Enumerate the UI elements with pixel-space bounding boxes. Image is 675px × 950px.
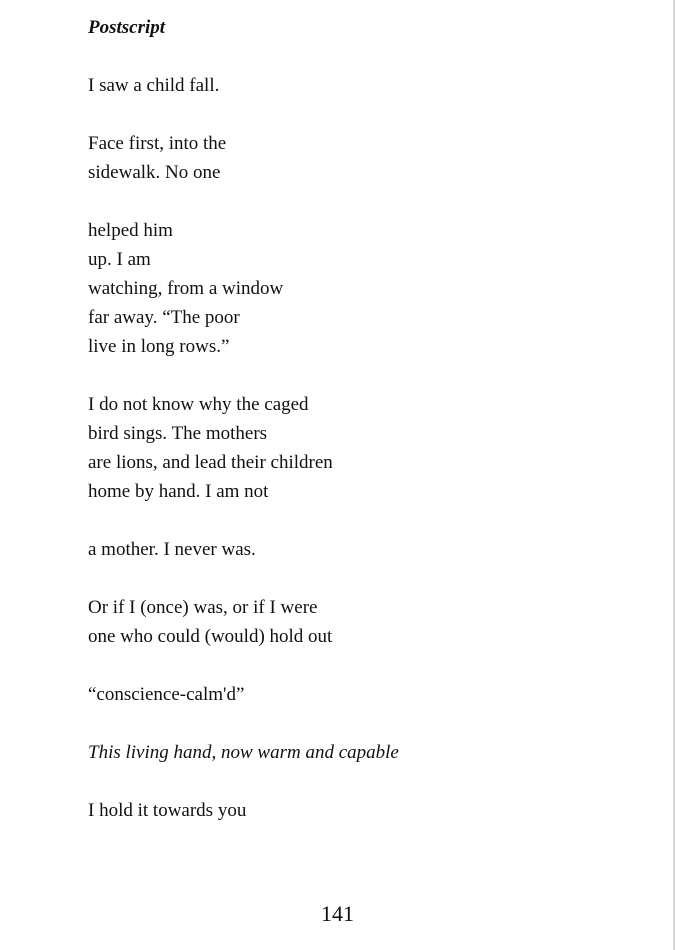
poem-line: I do not know why the caged bbox=[88, 394, 309, 415]
stanza-break bbox=[88, 361, 399, 390]
stanza-break bbox=[88, 100, 399, 129]
page-number: 141 bbox=[321, 901, 354, 926]
poem-title: Postscript bbox=[88, 17, 166, 38]
stanza-9 bbox=[88, 796, 399, 825]
stanza-break bbox=[88, 651, 399, 680]
poem-line: Face first, into the bbox=[88, 133, 227, 154]
stanza-2 bbox=[88, 129, 399, 187]
poem-line: Or if I (once) was, or if I were bbox=[88, 597, 318, 618]
poem-line: up. I am bbox=[88, 249, 151, 270]
poem-line: bird sings. The mothers bbox=[88, 423, 268, 444]
poem-line: sidewalk. No one bbox=[88, 162, 221, 183]
poem-line-italic: This living hand, now warm and capable bbox=[88, 742, 399, 763]
poem-line: watching, from a window bbox=[88, 278, 284, 299]
poem-line: home by hand. I am not bbox=[88, 481, 269, 502]
poem-line: live in long rows.” bbox=[88, 336, 230, 357]
stanza-7 bbox=[88, 680, 399, 709]
poem-line: are lions, and lead their children bbox=[88, 452, 333, 473]
stanza-break bbox=[88, 709, 399, 738]
poem-line: I hold it towards you bbox=[88, 800, 247, 821]
poem-line: a mother. I never was. bbox=[88, 539, 256, 560]
stanza-3 bbox=[88, 216, 399, 361]
stanza-4 bbox=[88, 390, 399, 506]
poem-body bbox=[88, 13, 399, 825]
poem-line: far away. “The poor bbox=[88, 307, 240, 328]
stanza-1 bbox=[88, 71, 399, 100]
poem-line: one who could (would) hold out bbox=[88, 626, 333, 647]
poem-line-quotation: “conscience-calm'd” bbox=[88, 684, 245, 705]
stanza-6 bbox=[88, 593, 399, 651]
stanza-break bbox=[88, 187, 399, 216]
poem-line: I saw a child fall. bbox=[88, 75, 220, 96]
stanza-break bbox=[88, 564, 399, 593]
stanza-break bbox=[88, 42, 399, 71]
poem-line: helped him bbox=[88, 220, 173, 241]
stanza-break bbox=[88, 506, 399, 535]
stanza-break bbox=[88, 767, 399, 796]
stanza-8 bbox=[88, 738, 399, 767]
stanza-5 bbox=[88, 535, 399, 564]
